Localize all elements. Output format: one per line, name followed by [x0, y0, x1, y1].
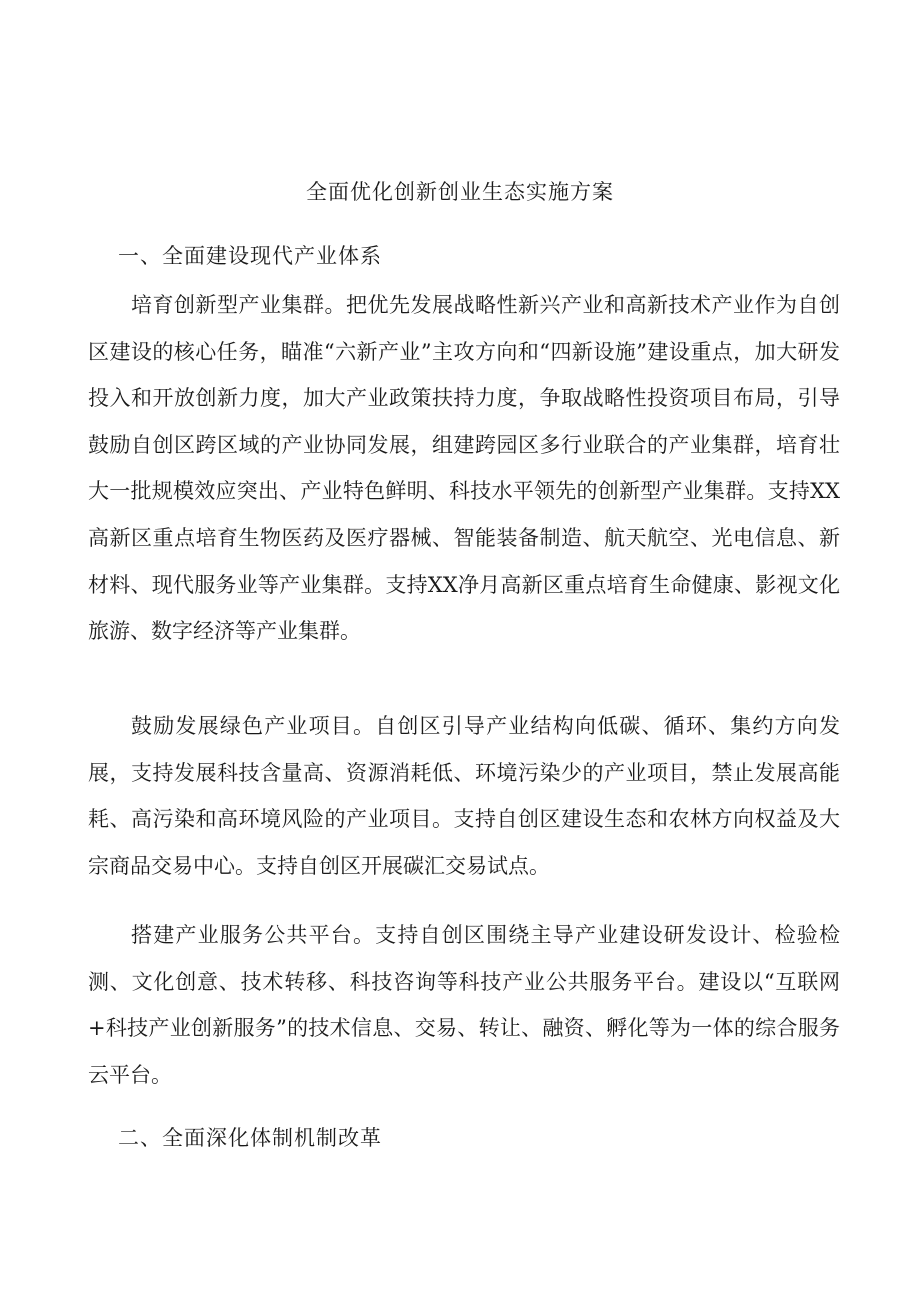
section-heading-1: 一、全面建设现代产业体系 [118, 244, 382, 268]
section-heading-2: 二、全面深化体制机制改革 [118, 1126, 382, 1150]
paragraph-industry-clusters: 培育创新型产业集群。把优先发展战略性新兴产业和高新技术产业作为自创区建设的核心任务，瞄准“六新产业”主攻方向和“四新设施”建设重点，加大研发投入和开放创新力度，加大产业政策扶持力度，争取战略性投资项目布局，引导鼓励自创区跨区域的产业协同发展，组建跨园区多行业联合的产业集群，培育壮大一批规模效应突出、产业特色鲜明、科技水平领先的创新型产业集群。支持XX高新区重点培育生物医药及医疗器械、智能装备制造、航天航空、光电信息、新材料、现代服务业等产业集群。支持XX净月高新区重点培育生命健康、影视文化旅游、数字经济等产业集群。 [88, 293, 840, 644]
paragraph-green-industry: 鼓励发展绿色产业项目。自创区引导产业结构向低碳、循环、集约方向发展，支持发展科技含量高、资源消耗低、环境污染少的产业项目，禁止发展高能耗、高污染和高环境风险的产业项目。支持自创区建设生态和农林方向权益及大宗商品交易中心。支持自创区开展碳汇交易试点。 [88, 714, 840, 878]
paragraph-public-platform: 搭建产业服务公共平台。支持自创区围绕主导产业建设研发设计、检验检测、文化创意、技术转移、科技咨询等科技产业公共服务平台。建设以“互联网+科技产业创新服务”的技术信息、交易、转让、融资、孵化等为一体的综合服务云平台。 [88, 923, 840, 1087]
document-title: 全面优化创新创业生态实施方案 [306, 180, 614, 204]
